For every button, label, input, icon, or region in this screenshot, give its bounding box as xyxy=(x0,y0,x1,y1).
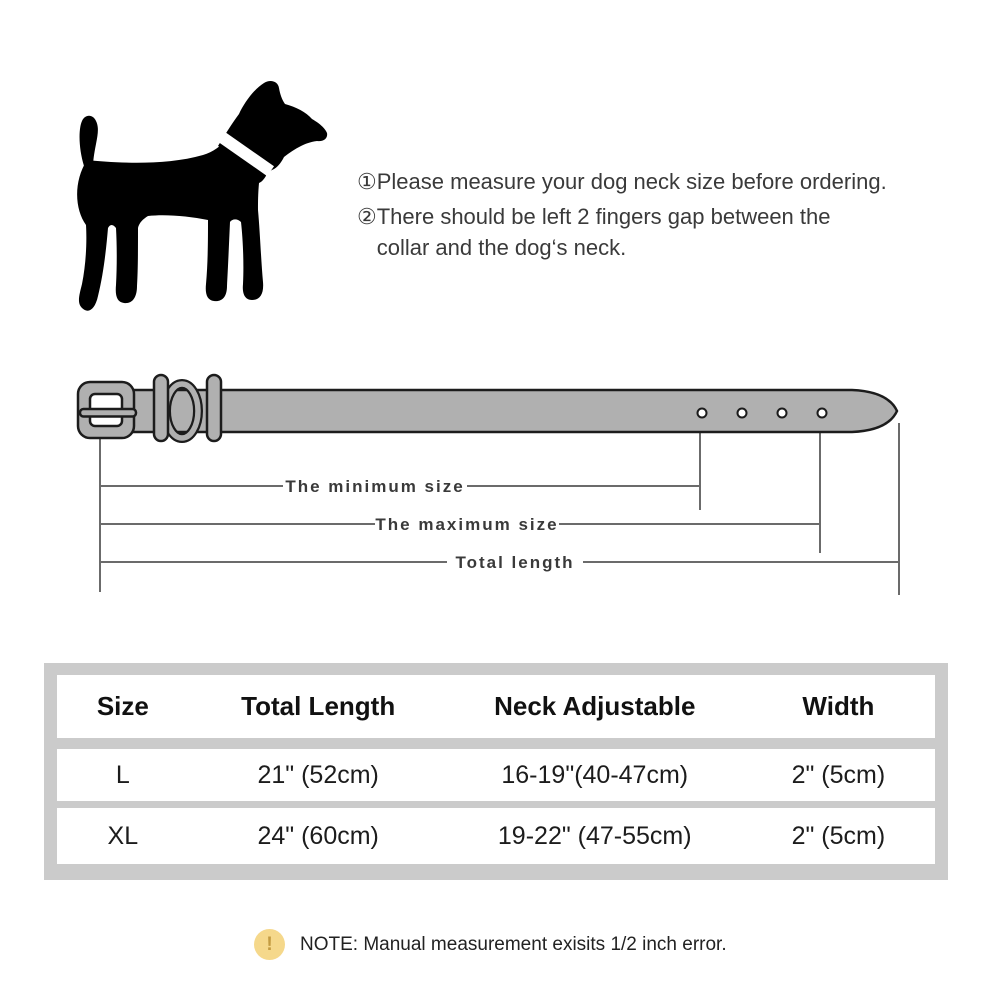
collar-hole xyxy=(778,409,787,418)
size-table-header-row xyxy=(57,675,935,738)
measurement-note xyxy=(254,929,727,960)
instruction-item-2 xyxy=(357,201,947,263)
max-size-label: The maximum size xyxy=(375,515,559,534)
instruction-item-1 xyxy=(357,166,947,197)
collar-hole xyxy=(738,409,747,418)
collar-keeper-loop-2 xyxy=(207,375,221,441)
dog-tail xyxy=(80,116,98,167)
collar-diagram-svg xyxy=(40,360,960,610)
dog-silhouette-svg xyxy=(60,70,345,342)
min-size-label: The minimum size xyxy=(285,477,465,496)
collar-hole xyxy=(818,409,827,418)
warning-icon: ! xyxy=(254,929,285,960)
col-header-size: Size xyxy=(96,691,149,721)
collar-diagram xyxy=(40,360,960,610)
cell-width: 2" (5cm) xyxy=(791,760,886,789)
cell-width: 2" (5cm) xyxy=(791,821,886,850)
instructions xyxy=(357,166,947,263)
table-row xyxy=(57,808,935,864)
cell-neck-adjustable: 16-19"(40-47cm) xyxy=(501,760,689,789)
col-header-neck-adjustable: Neck Adjustable xyxy=(494,691,696,721)
col-header-width: Width xyxy=(802,691,875,721)
cell-size: XL xyxy=(107,821,139,850)
total-length-label: Total length xyxy=(455,553,575,572)
buckle-pin xyxy=(80,409,136,417)
size-table xyxy=(44,663,948,880)
collar-hole xyxy=(698,409,707,418)
table-row xyxy=(57,749,935,801)
collar-keeper-loop-1 xyxy=(154,375,168,441)
circled-2-icon: ② xyxy=(357,204,377,229)
cell-total-length: 24" (60cm) xyxy=(257,821,379,850)
dog-silhouette-icon xyxy=(60,70,345,342)
instruction-text-1: Please measure your dog neck size before ordering. xyxy=(376,169,887,194)
cell-size: L xyxy=(115,760,130,789)
note-text: NOTE: Manual measurement exisits 1/2 inch error. xyxy=(300,933,727,955)
cell-neck-adjustable: 19-22" (47-55cm) xyxy=(497,821,692,850)
collar-buckle xyxy=(78,382,136,438)
cell-total-length: 21" (52cm) xyxy=(257,760,379,789)
circled-1-icon: ① xyxy=(357,169,377,194)
instruction-text-2: There should be left 2 fingers gap between the collar and the dog‘s neck. xyxy=(376,204,831,260)
col-header-total-length: Total Length xyxy=(241,691,396,721)
